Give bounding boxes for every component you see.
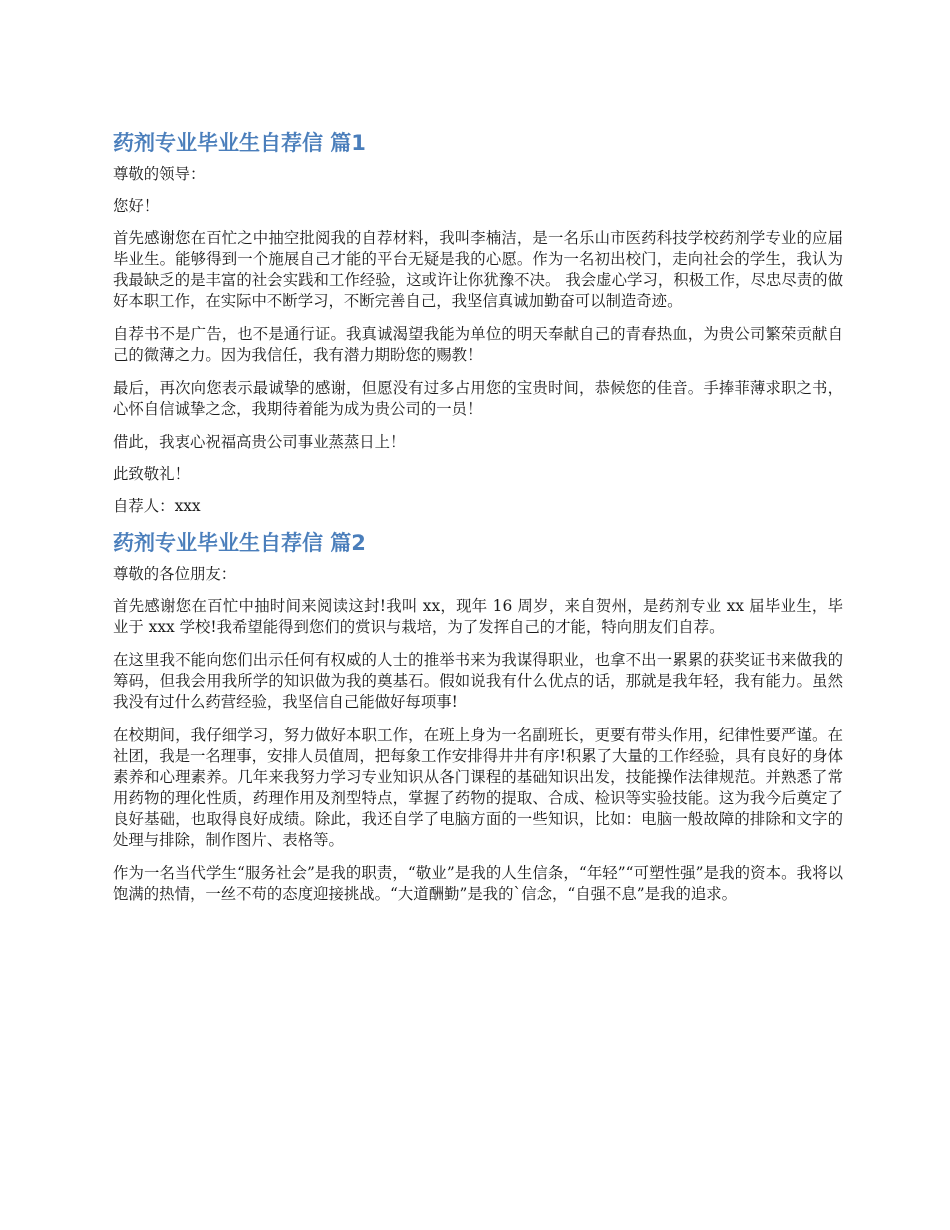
body-paragraph: 在校期间，我仔细学习，努力做好本职工作，在班上身为一名副班长，更要有带头作用，纪律性要严谨。在社团，我是一名理事，安排人员值周，把每象工作安排得井井有序!积累了大量的工作经验，具有良好的身体素养和心理素养。几年来我努力学习专业知识从各门课程的基础知识出发，技能操作法律规范。并熟悉了常用药物的理化性质，药理作用及剂型特点，掌握了药物的提取、合成、检识等实验技能。这为我今后奠定了良好基础，也取得良好成绩。除此，我还自学了电脑方面的一些知识，比如：电脑一般故障的排除和文字的处理与排除，制作图片、表格等。 — [113, 726, 843, 849]
salutation: 尊敬的领导： — [113, 165, 206, 183]
section-2-heading: 药剂专业毕业生自荐信 篇2 — [113, 531, 366, 555]
body-paragraph: 在这里我不能向您们出示任何有权威的人士的推举书来为我谋得职业，也拿不出一累累的获奖证书来做我的筹码，但我会用我所学的知识做为我的奠基石。假如说我有什么优点的话，那就是我年轻，我有能力。虽然我没有过什么药营经验，我坚信自己能做好每项事! — [113, 651, 843, 711]
body-paragraph: 作为一名当代学生“服务社会”是我的职责，“敬业”是我的人生信条，“年轻”“可塑性强”是我的资本。我将以饱满的热情，一丝不苟的态度迎接挑战。“大道酬勤”是我的`信念，“自强不息”是我的追求。 — [113, 864, 843, 903]
greeting: 您好！ — [113, 197, 160, 215]
document-page — [113, 128, 843, 917]
section-1-heading: 药剂专业毕业生自荐信 篇1 — [113, 131, 366, 155]
closing: 此致敬礼！ — [113, 465, 190, 483]
body-paragraph: 最后，再次向您表示最诚挚的感谢，但愿没有过多占用您的宝贵时间，恭候您的佳音。手捧菲薄求职之书，心怀自信诚挚之念，我期待着能为成为贵公司的一员！ — [113, 379, 843, 418]
salutation: 尊敬的各位朋友： — [113, 565, 237, 583]
signature-line: 自荐人：xxx — [113, 497, 201, 515]
body-paragraph: 首先感谢您在百忙中抽时间来阅读这封!我叫 xx，现年 16 周岁，来自贺州，是药剂专业 xx 届毕业生，毕业于 xxx 学校!我希望能得到您们的赏识与栽培，为了发挥自己的才能，特向朋友们自荐。 — [113, 597, 843, 636]
body-paragraph: 自荐书不是广告，也不是通行证。我真诚渴望我能为单位的明天奉献自己的青春热血，为贵公司繁荣贡献自己的微薄之力。因为我信任，我有潜力期盼您的赐教！ — [113, 325, 843, 364]
blessing: 借此，我衷心祝福高贵公司事业蒸蒸日上！ — [113, 433, 406, 451]
body-paragraph: 首先感谢您在百忙之中抽空批阅我的自荐材料，我叫李楠洁，是一名乐山市医药科技学校药剂学专业的应届毕业生。能够得到一个施展自己才能的平台无疑是我的心愿。作为一名初出校门，走向社会的学生，我认为我最缺乏的是丰富的社会实践和工作经验，这或许让你犹豫不决。 我会虚心学习，积极工作，尽忠尽责的做好本职工作，在实际中不断学习，不断完善自己，我坚信真诚加勤奋可以制造奇迹。 — [113, 229, 843, 310]
